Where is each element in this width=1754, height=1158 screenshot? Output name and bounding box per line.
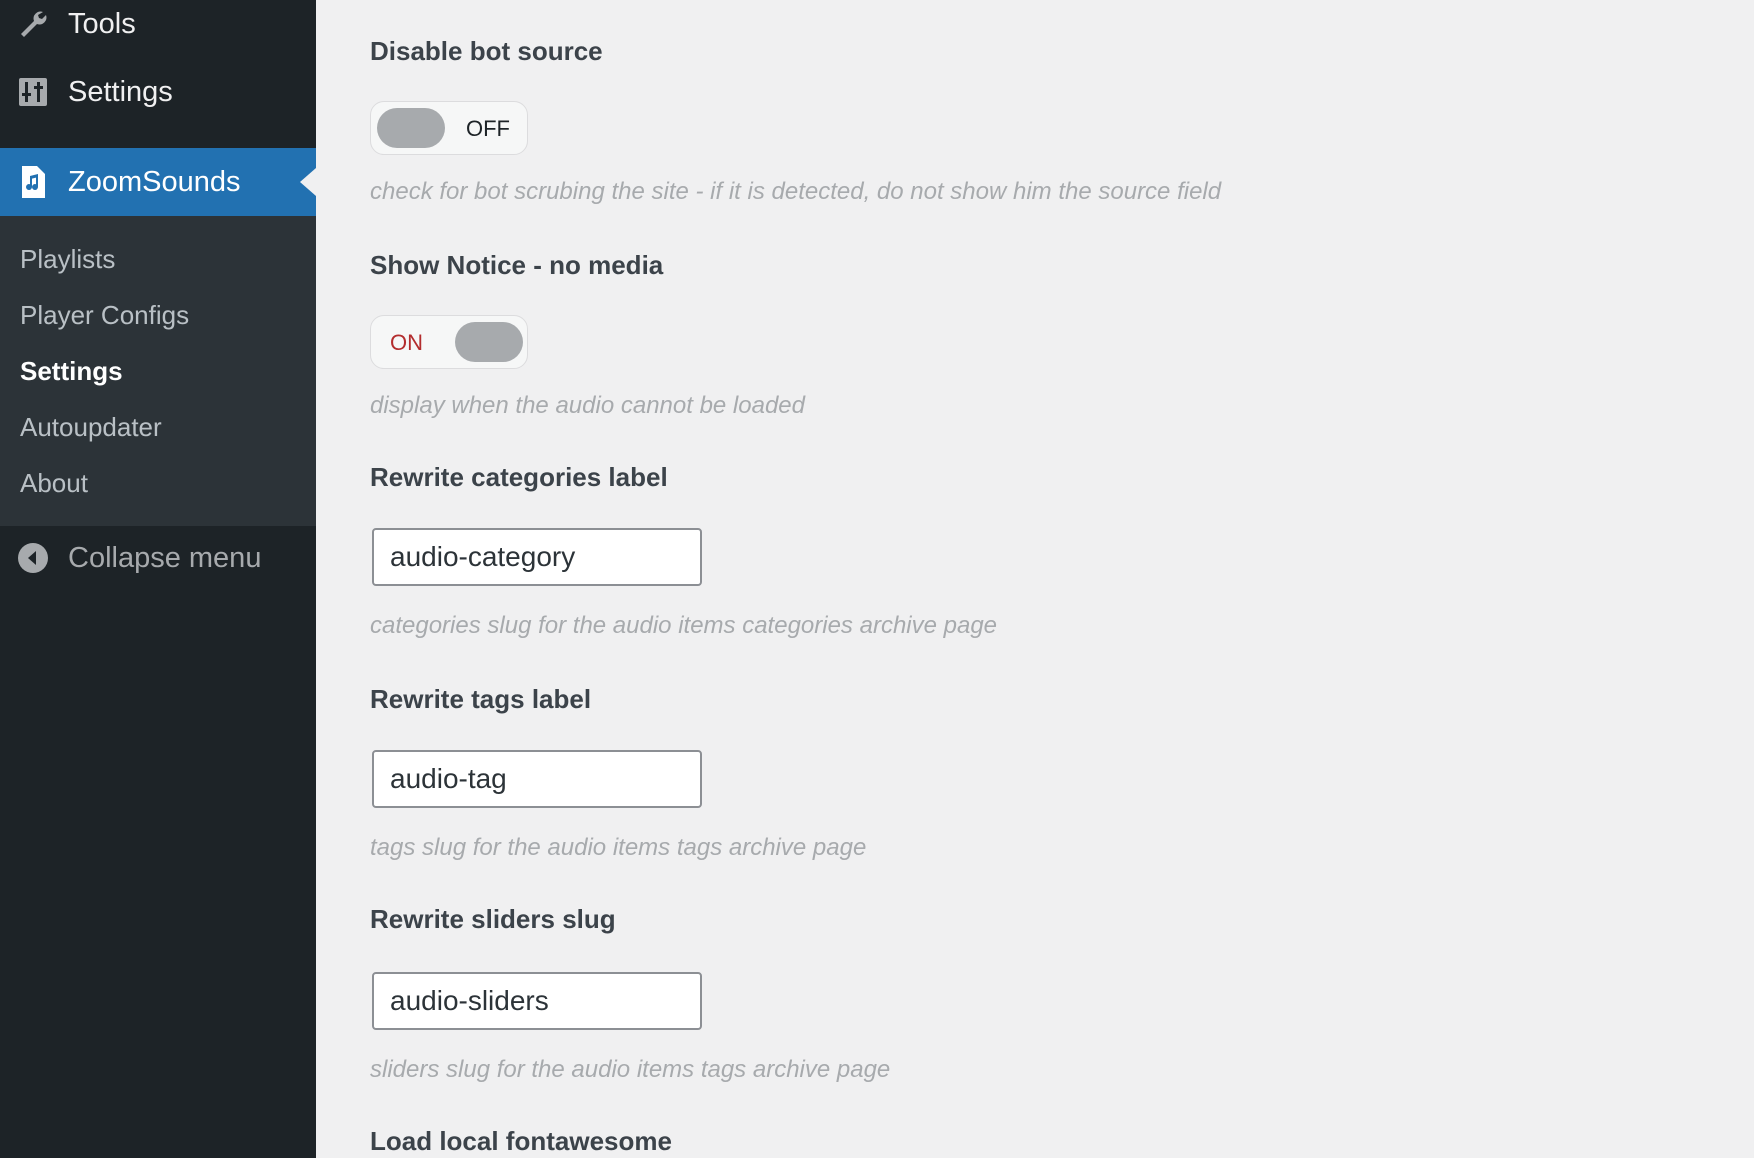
rewrite-sliders-title: Rewrite sliders slug [370, 904, 616, 934]
collapse-arrow-icon [16, 541, 50, 575]
menu-item-zoomsounds-label: ZoomSounds [68, 165, 241, 198]
toggle-state-label: ON [390, 330, 423, 355]
submenu-item-player-configs[interactable]: Player Configs [20, 300, 190, 330]
rewrite-sliders-description: sliders slug for the audio items tags archive page [370, 1056, 891, 1083]
current-menu-pointer [300, 168, 316, 196]
show-notice-description: display when the audio cannot be loaded [370, 392, 805, 419]
rewrite-categories-title: Rewrite categories label [370, 462, 668, 492]
rewrite-categories-description: categories slug for the audio items categories archive page [370, 612, 998, 639]
menu-item-zoomsounds[interactable] [0, 148, 316, 216]
menu-item-settings-label: Settings [68, 75, 173, 108]
toggle-state-label: OFF [466, 116, 510, 141]
rewrite-tags-input[interactable] [372, 750, 702, 808]
submenu-item-settings[interactable]: Settings [20, 356, 123, 386]
admin-sidebar [0, 0, 316, 1158]
rewrite-categories-input[interactable] [372, 528, 702, 586]
wrench-icon [16, 7, 50, 41]
menu-item-tools[interactable] [0, 0, 316, 58]
submenu-item-about[interactable]: About [20, 468, 88, 498]
toggle-knob [455, 322, 523, 362]
sliders-icon [16, 75, 50, 109]
disable-bot-source-description: check for bot scrubing the site - if it is detected, do not show him the source field [370, 178, 1222, 205]
music-note-icon [16, 165, 50, 199]
rewrite-tags-description: tags slug for the audio items tags archive page [370, 834, 867, 861]
submenu-item-autoupdater[interactable]: Autoupdater [20, 412, 162, 442]
show-notice-title: Show Notice - no media [370, 250, 664, 280]
menu-item-settings[interactable] [0, 58, 316, 126]
load-local-fontawesome-title: Load local fontawesome [370, 1126, 672, 1156]
collapse-menu-button[interactable] [0, 524, 316, 592]
zoomsounds-submenu [0, 216, 316, 526]
toggle-knob [377, 108, 445, 148]
rewrite-tags-title: Rewrite tags label [370, 684, 592, 714]
rewrite-sliders-input[interactable] [372, 972, 702, 1030]
collapse-menu-label: Collapse menu [68, 541, 262, 574]
disable-bot-source-toggle[interactable] [370, 101, 528, 155]
submenu-item-playlists[interactable]: Playlists [20, 244, 116, 274]
menu-item-tools-label: Tools [68, 7, 136, 40]
settings-content [316, 0, 1754, 1158]
show-notice-toggle[interactable] [370, 315, 528, 369]
disable-bot-source-title: Disable bot source [370, 36, 603, 66]
